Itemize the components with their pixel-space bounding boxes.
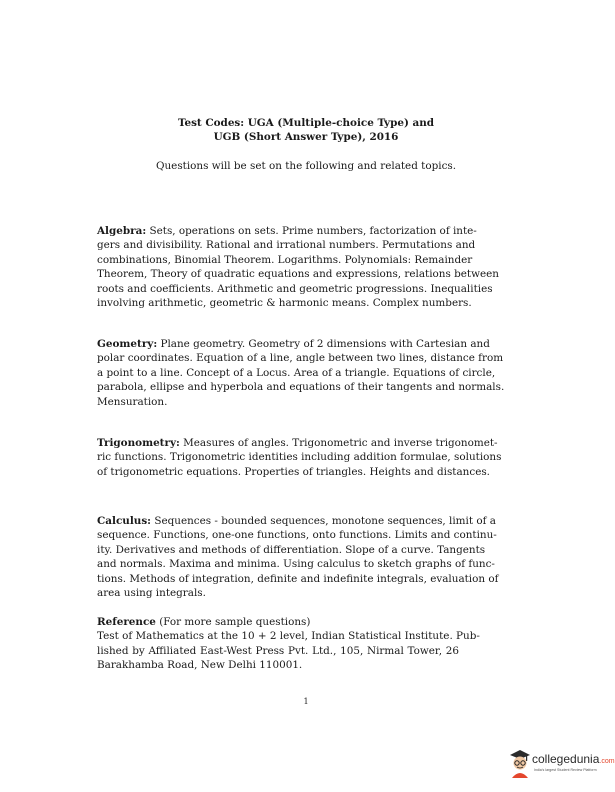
page-number: 1 xyxy=(303,697,309,706)
reference-heading-line xyxy=(97,615,459,629)
section-line: involving arithmetic, geometric & harmonic means. Complex numbers. xyxy=(97,297,472,310)
section-line: roots and coefficients. Arithmetic and geometric progressions. Inequalities xyxy=(97,282,493,295)
brand-name xyxy=(532,752,615,766)
section-line xyxy=(97,224,477,238)
section-heading-algebra: Algebra: xyxy=(97,225,147,237)
section-line: Mensuration. xyxy=(97,395,168,408)
section-reference xyxy=(97,615,480,673)
title-line-1: Test Codes: UGA (Multiple-choice Type) and xyxy=(177,117,435,129)
section-line: gers and divisibility. Rational and irrational numbers. Permutations and xyxy=(97,239,476,252)
brand-text: collegedunia xyxy=(532,752,600,766)
section-line: Theorem, Theory of quadratic equations and expressions, relations between xyxy=(97,268,499,281)
section-line: area using integrals. xyxy=(97,587,206,600)
section-line: a point to a line. Concept of a Locus. Area of a triangle. Equations of circle, xyxy=(97,366,496,379)
section-line: sequence. Functions, one-one functions, onto functions. Limits and continu- xyxy=(97,529,497,542)
section-line: Test of Mathematics at the 10 + 2 level, Indian Statistical Institute. Pub- xyxy=(97,630,480,643)
section-text: Plane geometry. Geometry of 2 dimensions with Cartesian and xyxy=(157,338,490,350)
section-text: Sets, operations on sets. Prime numbers, factorization of inte- xyxy=(146,225,477,237)
section-line xyxy=(97,337,490,351)
section-heading-trigonometry: Trigonometry: xyxy=(97,437,180,449)
brand-tagline: India's largest Student Review Platform xyxy=(534,768,597,772)
section-line: ric functions. Trigonometric identities including addition formulae, solutions xyxy=(97,451,502,464)
section-line: lished by Affiliated East-West Press Pvt. Ltd., 105, Nirmal Tower, 26 xyxy=(97,644,459,657)
document-title xyxy=(0,116,612,144)
section-calculus xyxy=(97,514,499,600)
section-algebra xyxy=(97,224,499,310)
section-trigonometry xyxy=(97,436,502,479)
title-line-2: UGB (Short Answer Type), 2016 xyxy=(213,131,399,143)
intro-text: Questions will be set on the following and related topics. xyxy=(155,160,457,172)
section-heading-calculus: Calculus: xyxy=(97,515,152,527)
section-line xyxy=(97,514,496,528)
section-line: and normals. Maxima and minima. Using calculus to sketch graphs of func- xyxy=(97,558,495,571)
section-text: Sequences - bounded sequences, monotone sequences, limit of a xyxy=(151,515,496,527)
section-line: tions. Methods of integration, definite and indefinite integrals, evaluation of xyxy=(97,572,499,585)
collegedunia-watermark xyxy=(508,748,615,788)
section-line: ity. Derivatives and methods of differentiation. Slope of a curve. Tangents xyxy=(97,543,486,556)
section-line: polar coordinates. Equation of a line, angle between two lines, distance from xyxy=(97,352,504,365)
section-line: Barakhamba Road, New Delhi 110001. xyxy=(97,659,303,672)
section-geometry xyxy=(97,337,505,409)
reference-note: (For more sample questions) xyxy=(155,616,311,628)
graduate-mascot-icon xyxy=(508,748,532,778)
section-heading-geometry: Geometry: xyxy=(97,338,158,350)
section-line xyxy=(97,436,498,450)
section-line: of trigonometric equations. Properties of triangles. Heights and distances. xyxy=(97,465,490,478)
section-line: combinations, Binomial Theorem. Logarithms. Polynomials: Remainder xyxy=(97,253,473,266)
section-heading-reference: Reference xyxy=(97,616,156,628)
brand-suffix: .com xyxy=(599,758,615,765)
section-text: Measures of angles. Trigonometric and inverse trigonomet- xyxy=(179,437,498,449)
section-line: parabola, ellipse and hyperbola and equations of their tangents and normals. xyxy=(97,381,505,394)
